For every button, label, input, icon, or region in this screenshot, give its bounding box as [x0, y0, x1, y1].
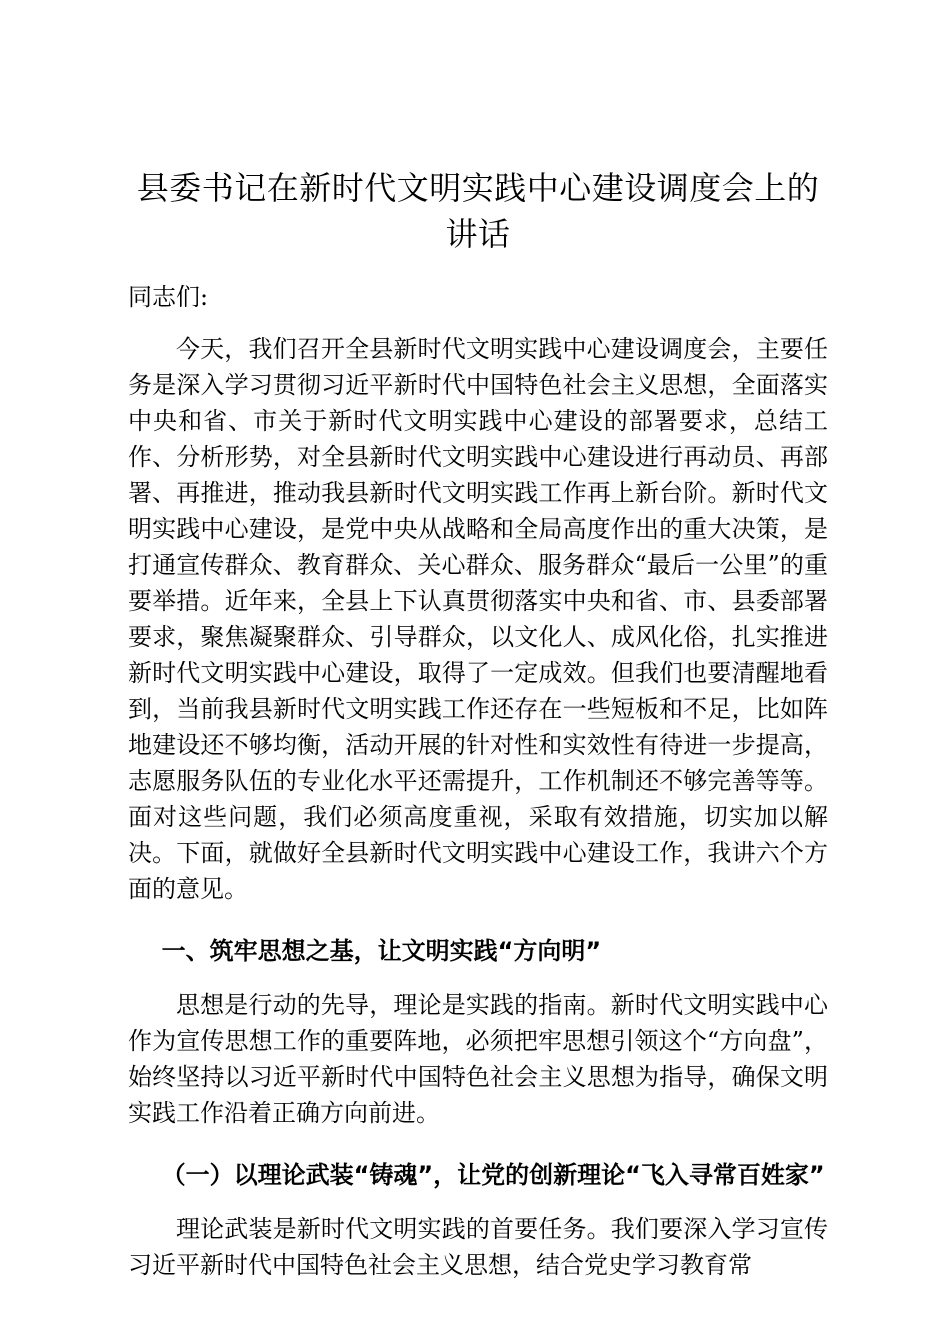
salutation: 同志们:: [128, 283, 209, 311]
section-1-paragraph: 思想是行动的先导，理论是实践的指南。新时代文明实践中心作为宣传思想工作的重要阵地，必须把牢思想引领这个“方向盘”，始终坚持以习近平新时代中国特色社会主义思想为指导，确保文明实践工作沿着正确方向前进。: [128, 991, 828, 1127]
document-title: 县委书记在新时代文明实践中心建设调度会上的讲话: [136, 169, 820, 253]
intro-paragraph: 今天，我们召开全县新时代文明实践中心建设调度会，主要任务是深入学习贯彻习近平新时代中国特色社会主义思想，全面落实中央和省、市关于新时代文明实践中心建设的部署要求，总结工作、分析形势，对全县新时代文明实践中心建设进行再动员、再部署、再推进，推动我县新时代文明实践工作再上新台阶。新时代文明实践中心建设，是党中央从战略和全局高度作出的重大决策，是打通宣传群众、教育群众、关心群众、服务群众“最后一公里”的重要举措。近年来，全县上下认真贯彻落实中央和省、市、县委部署要求，聚焦凝聚群众、引导群众，以文化人、成风化俗，扎实推进新时代文明实践中心建设，取得了一定成效。但我们也要清醒地看到，当前我县新时代文明实践工作还存在一些短板和不足，比如阵地建设还不够均衡，活动开展的针对性和实效性有待进一步提高，志愿服务队伍的专业化水平还需提升，工作机制还不够完善等等。面对这些问题，我们必须高度重视，采取有效措施，切实加以解决。下面，就做好全县新时代文明实践中心建设工作，我讲六个方面的意见。: [128, 335, 828, 903]
subsection-heading-1: （一）以理论武装“铸魂”，让党的创新理论“飞入寻常百姓家”: [161, 1161, 825, 1189]
document-body: [128, 165, 828, 1283]
section-heading-1: 一、筑牢思想之基，让文明实践“方向明”: [161, 937, 602, 965]
subsection-1-paragraph: 理论武装是新时代文明实践的首要任务。我们要深入学习宣传习近平新时代中国特色社会主义思想，结合党史学习教育常: [128, 1215, 828, 1279]
